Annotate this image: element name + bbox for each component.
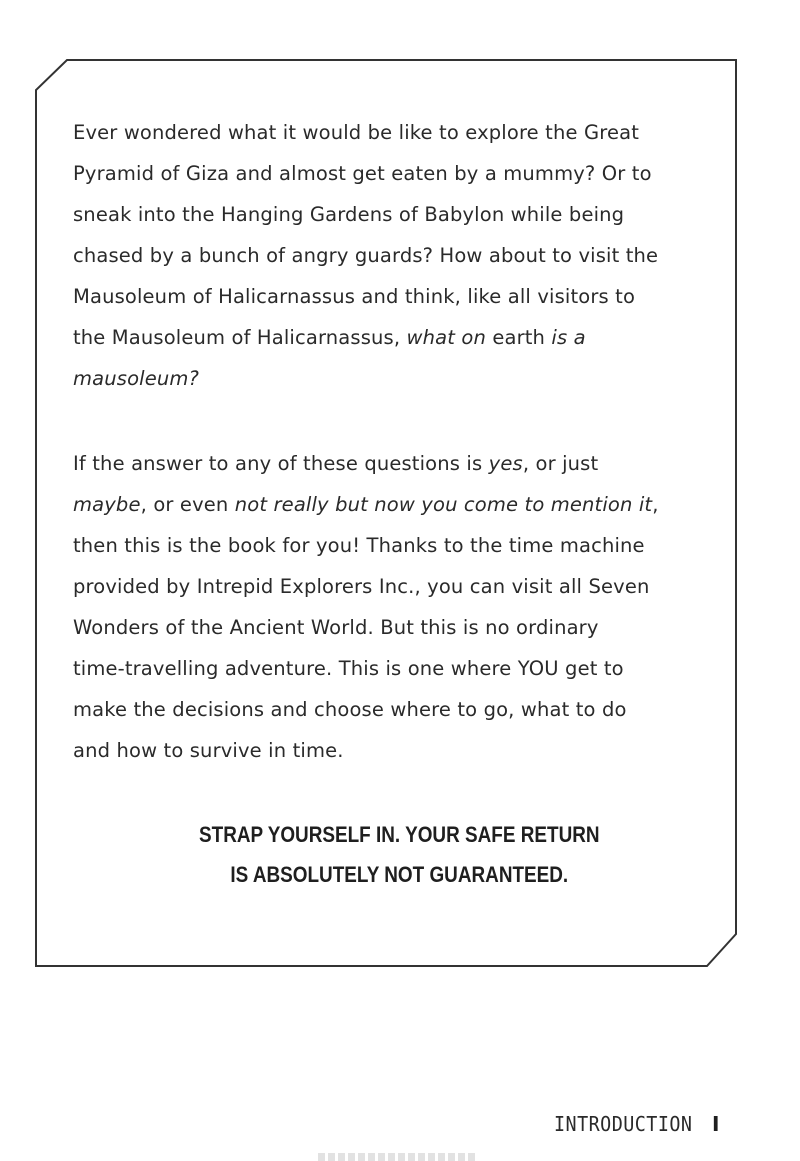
italic-text-run: yes	[488, 452, 523, 475]
text-line: Ever wondered what it would be like to explore the Great	[73, 121, 640, 144]
text-line: then this is the book for you! Thanks to the time machine	[73, 534, 645, 557]
text-run: ,	[652, 493, 659, 516]
warning-tagline	[55, 815, 743, 895]
italic-text-run: not really but now you come to mention it	[234, 493, 653, 516]
section-label: INTRODUCTION	[554, 1112, 693, 1136]
text-line	[73, 317, 713, 358]
text-run: , or even	[140, 493, 235, 516]
text-run: If the answer to any of these questions is	[73, 452, 489, 475]
text-run: the Mausoleum of Halicarnassus,	[73, 326, 407, 349]
text-run: earth	[485, 326, 552, 349]
tagline-line-1: STRAP YOURSELF IN. YOUR SAFE RETURN	[199, 822, 600, 847]
text-line: Mausoleum of Halicarnassus and think, like all visitors to	[73, 285, 636, 308]
text-line: make the decisions and choose where to go, what to do	[73, 698, 627, 721]
intro-paragraph-2	[73, 443, 713, 771]
text-run: , or just	[522, 452, 599, 475]
tagline-line-2: IS ABSOLUTELY NOT GUARANTEED.	[230, 862, 569, 887]
text-line: Pyramid of Giza and almost get eaten by a mummy? Or to	[73, 162, 652, 185]
faint-footer-mark	[318, 1153, 478, 1161]
italic-text-run: what on	[406, 326, 486, 349]
text-line: sneak into the Hanging Gardens of Babylon while being	[73, 203, 625, 226]
text-line: time-travelling adventure. This is one where YOU get to	[73, 657, 624, 680]
page-number: I	[712, 1112, 720, 1136]
italic-text-run: is a	[551, 326, 586, 349]
italic-text-line: mausoleum?	[73, 367, 200, 390]
text-line: Wonders of the Ancient World. But this is no ordinary	[73, 616, 599, 639]
text-line	[73, 443, 713, 484]
text-line: chased by a bunch of angry guards? How about to visit the	[73, 244, 659, 267]
text-line	[73, 484, 713, 525]
intro-paragraph-1	[73, 112, 713, 399]
text-line: and how to survive in time.	[73, 739, 344, 762]
text-line: provided by Intrepid Explorers Inc., you can visit all Seven	[73, 575, 650, 598]
italic-text-run: maybe	[73, 493, 141, 516]
